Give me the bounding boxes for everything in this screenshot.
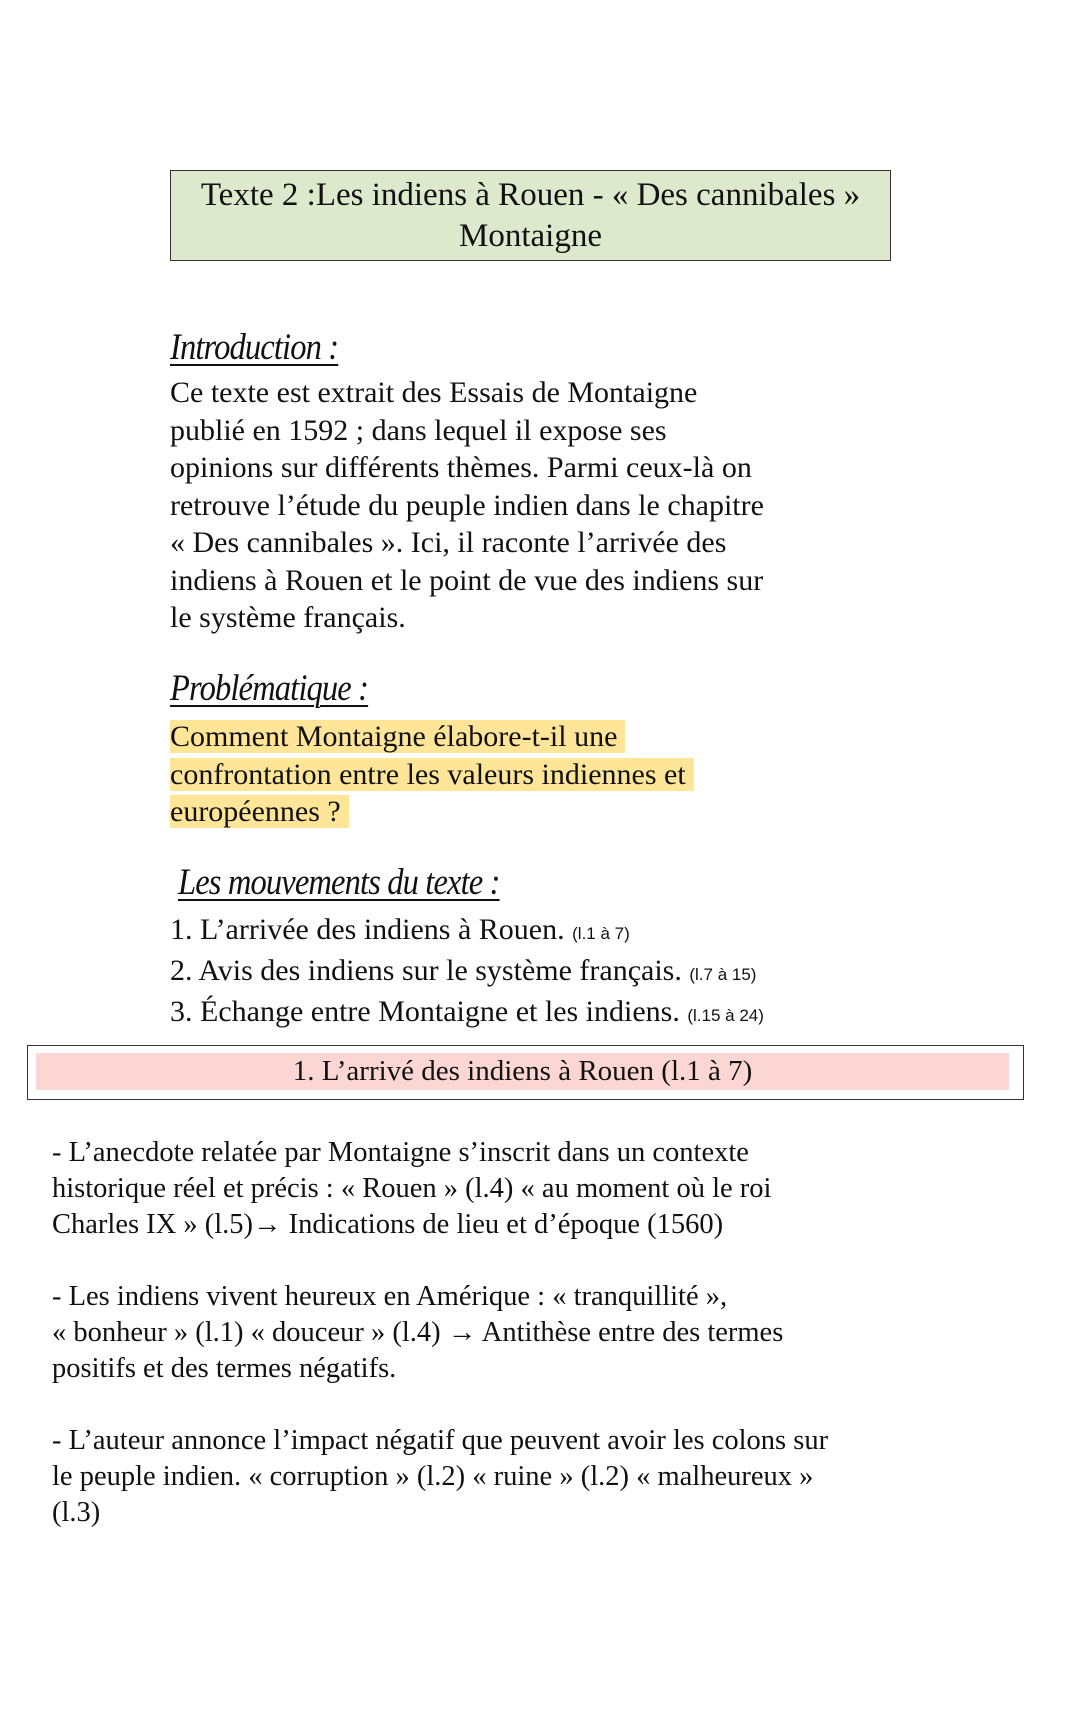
mouvement-item bbox=[170, 993, 764, 1034]
section-title: 1. L’arrivé des indiens à Rouen (l.1 à 7) bbox=[36, 1053, 1009, 1090]
mouvement-text: 3. Échange entre Montaigne et les indiens. bbox=[170, 995, 680, 1028]
analysis-paragraph bbox=[52, 1135, 771, 1243]
text-line: retrouve l’étude du peuple indien dans le chapitre bbox=[170, 488, 764, 522]
text-line: le peuple indien. « corruption » (l.2) « ruine » (l.2) « malheureux » bbox=[52, 1461, 814, 1492]
highlighted-line: européennes ? bbox=[170, 795, 349, 828]
text-line: historique réel et précis : « Rouen » (l.4) « au moment où le roi bbox=[52, 1173, 772, 1204]
document-title-box bbox=[170, 170, 891, 261]
analysis-paragraph bbox=[52, 1423, 828, 1531]
text-line: opinions sur différents thèmes. Parmi ceux-là on bbox=[170, 451, 752, 484]
text-line: « bonheur » (l.1) « douceur » (l.4) → Antithèse entre des termes bbox=[52, 1317, 784, 1348]
text-line: le système français. bbox=[170, 601, 406, 634]
text-line: (l.3) bbox=[52, 1497, 101, 1528]
mouvements-list bbox=[170, 911, 764, 1034]
section-title-box bbox=[27, 1045, 1024, 1100]
problematique-heading: Problématique : bbox=[170, 668, 369, 709]
mouvement-text: 2. Avis des indiens sur le système français. bbox=[170, 954, 682, 987]
mouvements-heading: Les mouvements du texte : bbox=[178, 862, 500, 903]
introduction-heading: Introduction : bbox=[170, 327, 339, 368]
introduction-paragraph bbox=[170, 374, 764, 637]
text-line: indiens à Rouen et le point de vue des indiens sur bbox=[170, 563, 764, 597]
text-line: - L’anecdote relatée par Montaigne s’inscrit dans un contexte bbox=[52, 1137, 749, 1168]
text-line: « Des cannibales ». Ici, il raconte l’arrivée des bbox=[170, 526, 727, 559]
line-reference: (l.1 à 7) bbox=[572, 924, 630, 943]
text-line: Ce texte est extrait des Essais de Montaigne bbox=[170, 376, 698, 409]
highlighted-line: Comment Montaigne élabore-t-il une bbox=[170, 720, 625, 753]
line-reference: (l.15 à 24) bbox=[687, 1006, 764, 1025]
highlighted-line: confrontation entre les valeurs indiennes et bbox=[170, 758, 694, 791]
document-title: Texte 2 :Les indiens à Rouen - « Des cannibales » bbox=[200, 177, 861, 213]
text-line: Charles IX » (l.5)→ Indications de lieu et d’époque (1560) bbox=[52, 1209, 724, 1240]
problematique-text bbox=[170, 718, 694, 831]
mouvement-item bbox=[170, 952, 764, 993]
analysis-paragraph bbox=[52, 1279, 783, 1387]
text-line: - Les indiens vivent heureux en Amérique : « tranquillité », bbox=[52, 1281, 728, 1312]
mouvement-text: 1. L’arrivée des indiens à Rouen. bbox=[170, 913, 565, 946]
document-author: Montaigne bbox=[459, 218, 602, 254]
text-line: positifs et des termes négatifs. bbox=[52, 1353, 397, 1384]
line-reference: (l.7 à 15) bbox=[689, 965, 757, 984]
text-line: - L’auteur annonce l’impact négatif que peuvent avoir les colons sur bbox=[52, 1425, 829, 1456]
mouvement-item bbox=[170, 911, 764, 952]
text-line: publié en 1592 ; dans lequel il expose ses bbox=[170, 413, 667, 447]
